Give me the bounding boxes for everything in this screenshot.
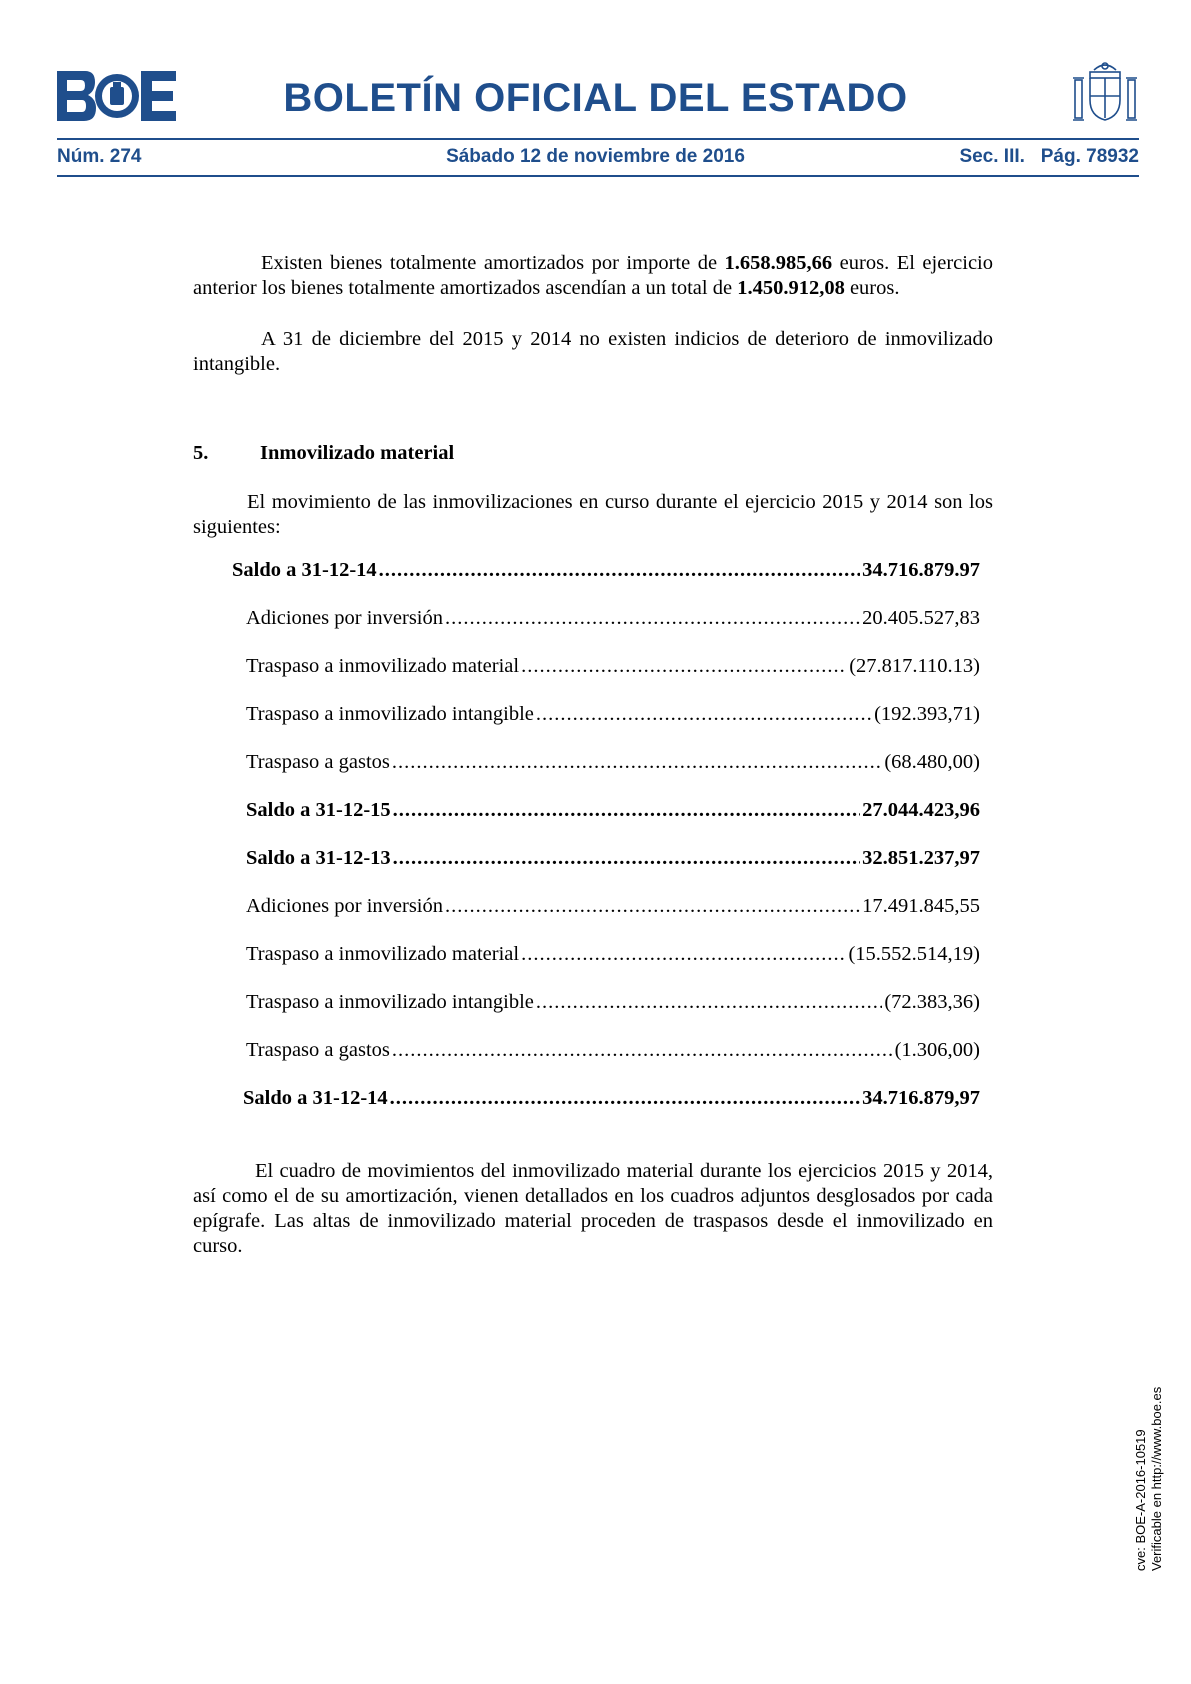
issue-number: Núm. 274 (57, 146, 142, 167)
ledger-row (0, 892, 1191, 920)
section-page: Sec. III. Pág. 78932 (959, 146, 1139, 167)
para1-text-e: euros. (844, 277, 900, 299)
para1-amount-previous: 1.450.912,08 (737, 277, 845, 299)
ledger-amount: 34.716.879,97 (862, 1087, 980, 1109)
ledger-row (0, 700, 1191, 728)
ledger-label: Saldo a 31-12-15 (246, 799, 391, 821)
ledger-amount: (27.817.110.13) (849, 655, 980, 677)
ledger-row (0, 1084, 1191, 1112)
ledger-row (0, 1036, 1191, 1064)
ledger-row (0, 748, 1191, 776)
ledger-leader-dots (536, 988, 882, 1016)
ledger-amount: 17.491.845,55 (862, 895, 980, 917)
coat-of-arms-icon (1072, 60, 1138, 128)
ledger-row (0, 796, 1191, 824)
paragraph-impairment (193, 327, 993, 377)
ledger-amount: (1.306,00) (894, 1039, 980, 1061)
ledger-leader-dots (393, 796, 860, 824)
section-number: 5. (193, 442, 209, 464)
ledger-amount: 34.716.879.97 (862, 559, 980, 581)
cve-code: cve: BOE-A-2016-10519 (1133, 1429, 1148, 1571)
section-heading (193, 442, 454, 465)
ledger-leader-dots (445, 604, 860, 632)
verification-url: Verificable en http://www.boe.es (1149, 1386, 1164, 1571)
ledger-leader-dots (392, 1036, 893, 1064)
ledger-label: Saldo a 31-12-14 (243, 1087, 388, 1109)
para1-amount-current: 1.658.985,66 (724, 252, 833, 274)
ledger-amount: (68.480,00) (884, 751, 980, 773)
ledger-amount: (192.393,71) (874, 703, 980, 725)
ledger-amount: 32.851.237,97 (862, 847, 980, 869)
para1-text-a: Existen bienes totalmente amortizados por importe de (261, 252, 725, 274)
ledger-label: Saldo a 31-12-13 (246, 847, 391, 869)
para1-text-c: euros. El ejercicio anterior los bienes totalmente amortizados ascendían a un total de (193, 252, 993, 299)
ledger-label: Traspaso a inmovilizado intangible (246, 991, 534, 1013)
ledger-label: Traspaso a inmovilizado intangible (246, 703, 534, 725)
ledger-row (0, 652, 1191, 680)
ledger-label: Traspaso a gastos (246, 1039, 390, 1061)
paragraph-movements-intro (193, 490, 993, 540)
boe-logo (57, 71, 177, 121)
ledger-label: Adiciones por inversión (246, 607, 443, 629)
ledger-amount: 20.405.527,83 (862, 607, 980, 629)
ledger-leader-dots (379, 556, 860, 584)
ledger-row (0, 604, 1191, 632)
paragraph-amortized-assets (193, 251, 993, 301)
section-title: Inmovilizado material (260, 442, 455, 464)
ledger-row (0, 940, 1191, 968)
ledger-leader-dots (521, 652, 847, 680)
ledger-label: Saldo a 31-12-14 (232, 559, 377, 581)
ledger-label: Traspaso a inmovilizado material (246, 655, 520, 677)
header-rule-bottom (57, 175, 1139, 177)
ledger-row (0, 844, 1191, 872)
para3-text: El movimiento de las inmovilizaciones en curso durante el ejercicio 2015 y 2014 son los siguientes: (193, 491, 993, 538)
ledger-label: Adiciones por inversión (246, 895, 443, 917)
ledger-leader-dots (390, 1084, 860, 1112)
verification-note (1133, 1387, 1165, 1571)
ledger-label: Traspaso a gastos (246, 751, 390, 773)
ledger-leader-dots (445, 892, 860, 920)
ledger-row (0, 988, 1191, 1016)
para2-text: A 31 de diciembre del 2015 y 2014 no existen indicios de deterioro de inmovilizado intangible. (193, 328, 993, 375)
ledger-leader-dots (393, 844, 860, 872)
ledger-leader-dots (536, 700, 872, 728)
paragraph-material-assets (193, 1159, 993, 1259)
ledger-label: Traspaso a inmovilizado material (246, 943, 520, 965)
ledger-amount: 27.044.423,96 (862, 799, 980, 821)
ledger-leader-dots (392, 748, 882, 776)
ledger-row (0, 556, 1191, 584)
ledger-amount: (72.383,36) (884, 991, 980, 1013)
para4-text: El cuadro de movimientos del inmovilizado material durante los ejercicios 2015 y 2014, así como el de su amortización, vienen detallados en los cuadros adjuntos desglosados por cada epígrafe. Las altas de inmovilizado material proceden de traspasos desde el inmovilizado en curso. (193, 1160, 993, 1257)
gazette-title: BOLETÍN OFICIAL DEL ESTADO (283, 76, 908, 120)
ledger-amount: (15.552.514,19) (848, 943, 980, 965)
ledger-leader-dots (521, 940, 846, 968)
issue-date: Sábado 12 de noviembre de 2016 (446, 146, 745, 167)
header-rule-top (57, 138, 1139, 140)
